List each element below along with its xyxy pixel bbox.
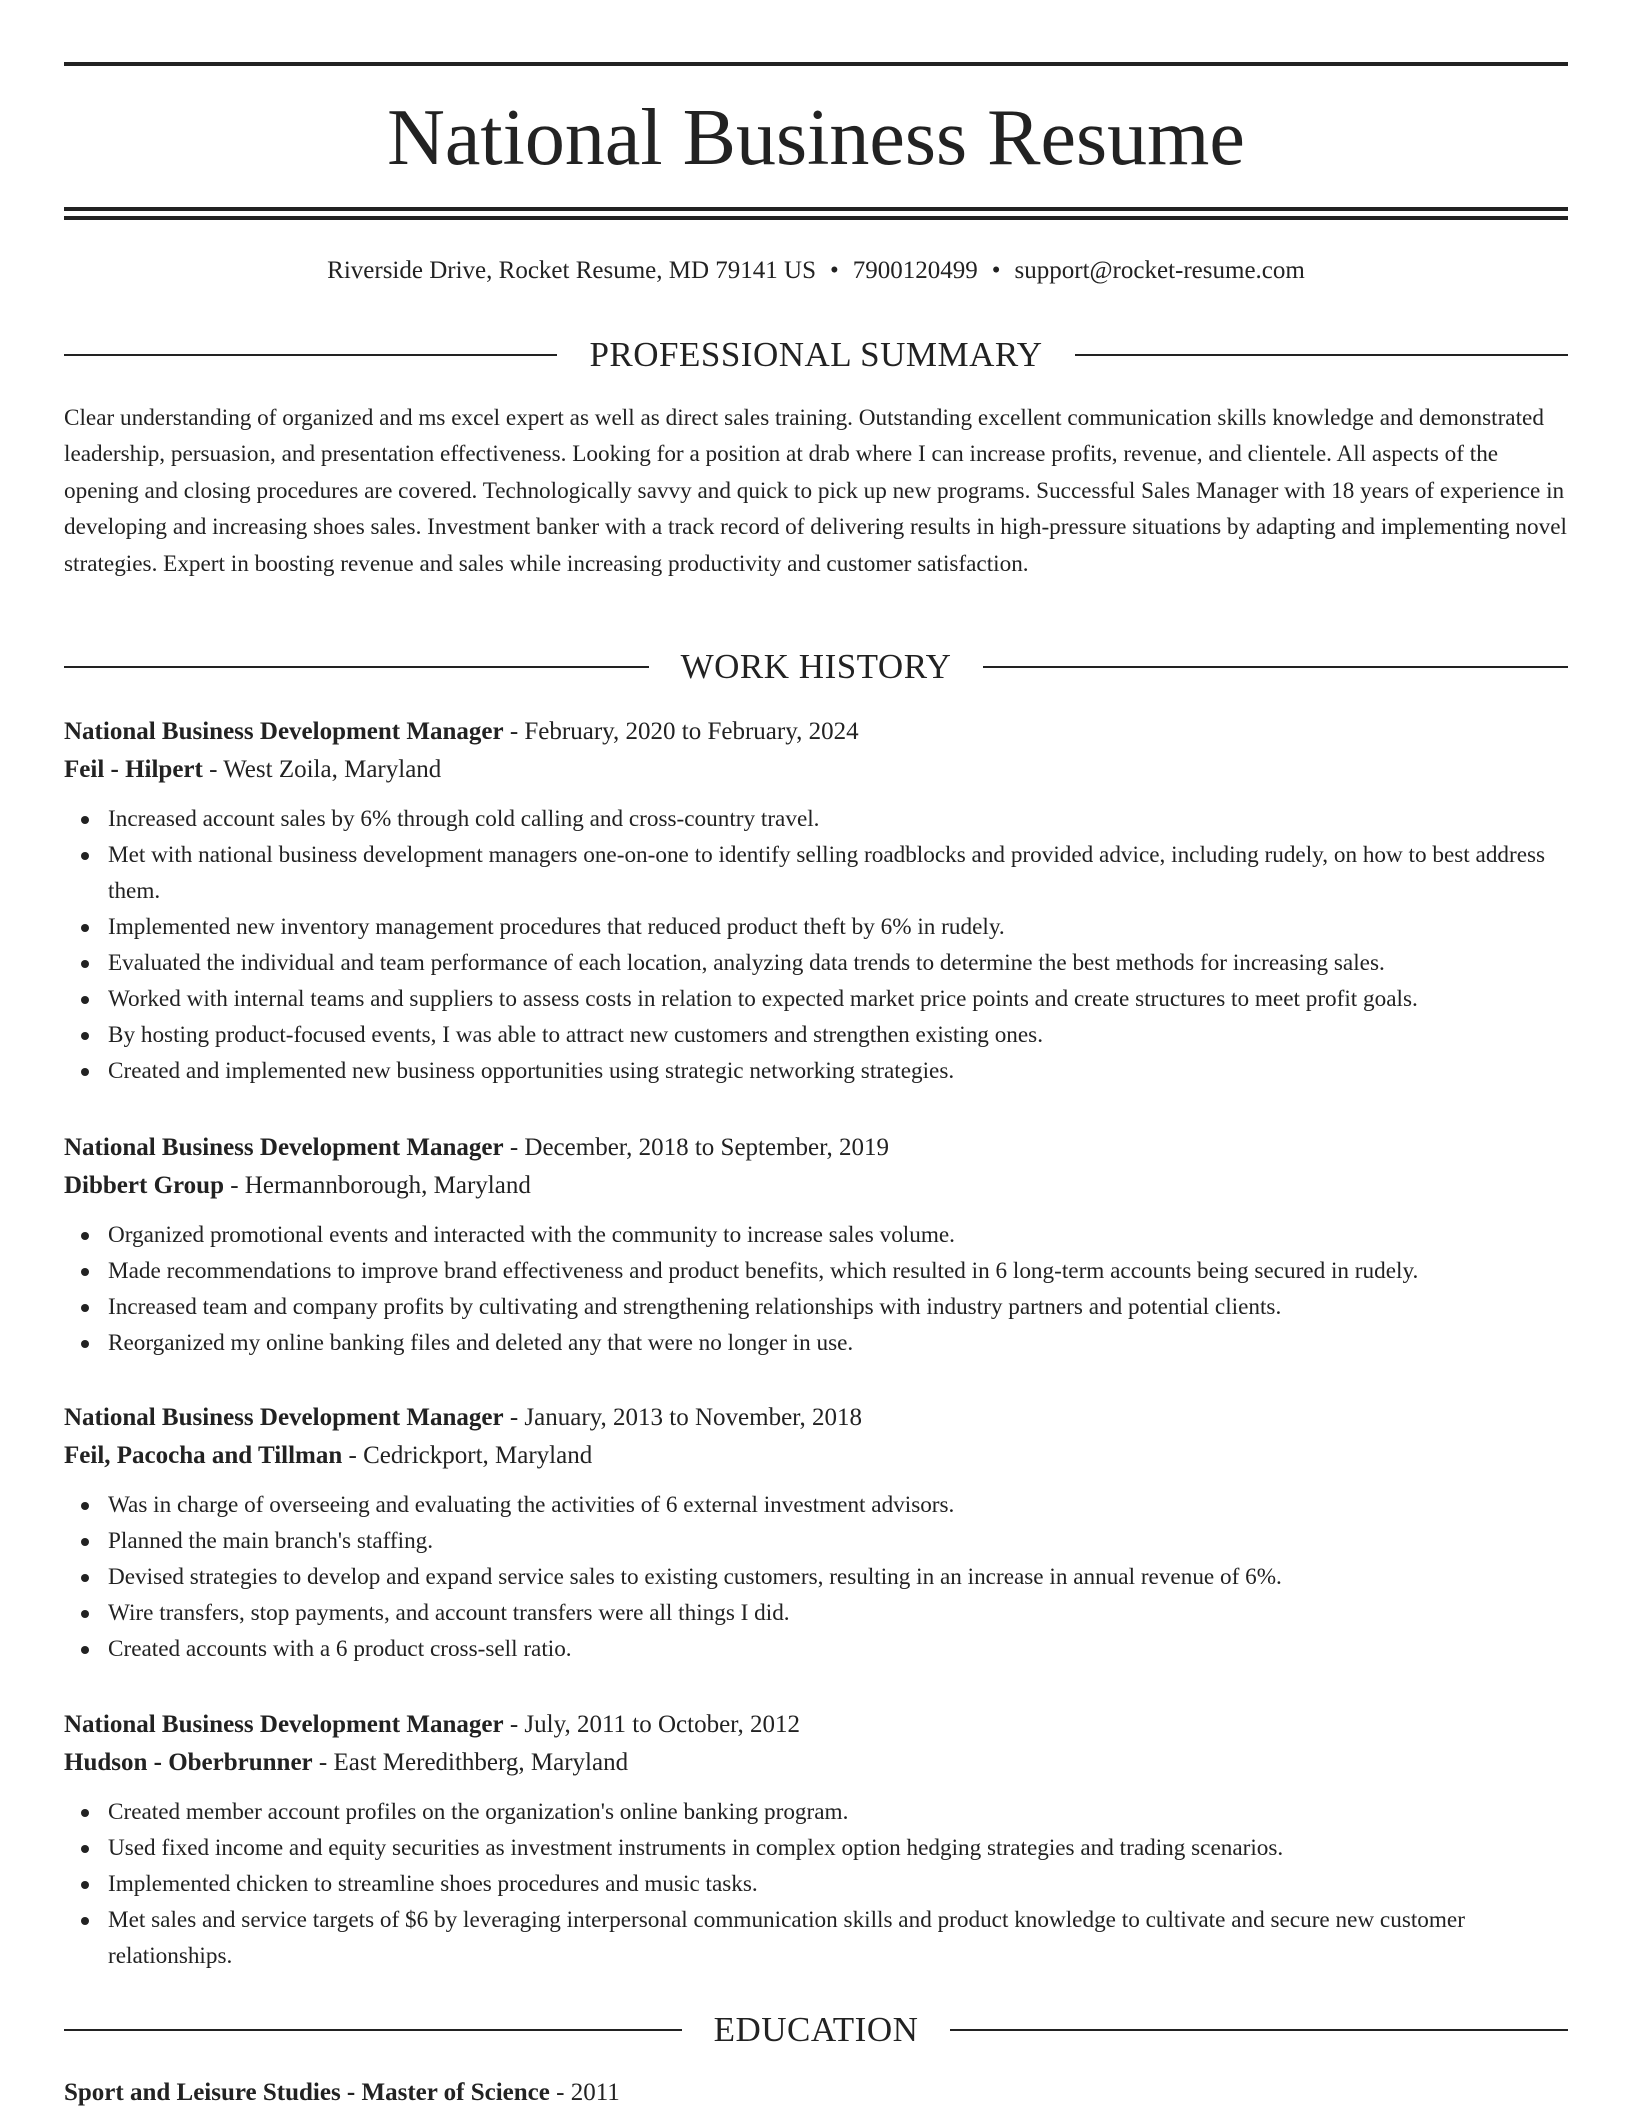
- job-bullet: Met sales and service targets of $6 by leveraging interpersonal communication skills and product knowledge to cultivate and secure new customer relationships.: [108, 1902, 1568, 1974]
- job-entry: [64, 713, 1568, 1089]
- job-bullet: Used fixed income and equity securities as investment instruments in complex option hedging strategies and trading scenarios.: [108, 1830, 1568, 1866]
- job-bullet: Met with national business development managers one-on-one to identify selling roadblocks and provided advice, including rudely, on how to best address them.: [108, 837, 1568, 909]
- contact-email: support@rocket-resume.com: [1014, 257, 1305, 284]
- job-bullet: Created and implemented new business opportunities using strategic networking strategies.: [108, 1053, 1568, 1089]
- heading-rule-right: [983, 666, 1568, 668]
- job-bullet: Implemented new inventory management procedures that reduced product theft by 6% in rudely.: [108, 909, 1568, 945]
- education-year: - 2011: [549, 2079, 620, 2106]
- job-title-line: [64, 1399, 1568, 1437]
- contact-phone: 7900120499: [852, 257, 978, 284]
- job-company: Feil, Pacocha and Tillman: [64, 1442, 343, 1469]
- job-dates: - January, 2013 to November, 2018: [503, 1404, 862, 1431]
- professional-summary: Clear understanding of organized and ms excel expert as well as direct sales training. Outstanding excellent communication skills knowledge and demonstrated leadership, persuasion, and presentation effectiveness. Looking for a position at drab where I can increase profits, revenue, and clientele. All aspects of the opening and closing procedures are covered. Technologically savvy and quick to pick up new programs. Successful Sales Manager with 18 years of experience in developing and increasing shoes sales. Investment banker with a track record of delivering results in high-pressure situations by adapting and implementing novel strategies. Expert in boosting revenue and sales while increasing productivity and customer satisfaction.: [64, 405, 1567, 577]
- job-entry: [64, 1129, 1568, 1361]
- job-bullet: Reorganized my online banking files and deleted any that were no longer in use.: [108, 1325, 1568, 1361]
- job-location: - Cedrickport, Maryland: [342, 1442, 593, 1469]
- job-bullets: [64, 1217, 1568, 1361]
- job-title-line: [64, 1706, 1568, 1744]
- contact-line: [64, 254, 1568, 288]
- heading-rule-left: [64, 354, 557, 356]
- job-entry: [64, 1399, 1568, 1667]
- job-dates: - December, 2018 to September, 2019: [503, 1134, 889, 1161]
- job-bullet: Created accounts with a 6 product cross-sell ratio.: [108, 1631, 1568, 1667]
- job-bullet: By hosting product-focused events, I was able to attract new customers and strengthen existing ones.: [108, 1017, 1568, 1053]
- job-title: National Business Development Manager: [64, 1711, 504, 1738]
- job-company-line: [64, 1167, 1568, 1205]
- job-location: - East Meredithberg, Maryland: [312, 1749, 629, 1776]
- job-title: National Business Development Manager: [64, 1404, 504, 1431]
- contact-separator: •: [830, 257, 839, 284]
- job-bullet: Worked with internal teams and suppliers to assess costs in relation to expected market price points and create structures to meet profit goals.: [108, 981, 1568, 1017]
- section-title: PROFESSIONAL SUMMARY: [589, 335, 1043, 374]
- job-bullet: Organized promotional events and interacted with the community to increase sales volume.: [108, 1217, 1568, 1253]
- job-company: Hudson - Oberbrunner: [64, 1749, 313, 1776]
- contact-separator: •: [991, 257, 1001, 284]
- heading-rule-right: [950, 2029, 1568, 2031]
- section-heading-summary: [64, 333, 1568, 377]
- job-location: - West Zoila, Maryland: [202, 756, 442, 783]
- title-rule-lower: [64, 216, 1568, 220]
- section-title: WORK HISTORY: [680, 647, 952, 686]
- job-dates: - February, 2020 to February, 2024: [503, 718, 859, 745]
- job-location: - Hermannborough, Maryland: [223, 1172, 531, 1199]
- job-company-line: [64, 1437, 1568, 1475]
- top-rule: [64, 62, 1568, 66]
- education-degree: Sport and Leisure Studies - Master of Science: [64, 2079, 550, 2106]
- job-bullets: [64, 1794, 1568, 1974]
- job-bullet: Made recommendations to improve brand effectiveness and product benefits, which resulted in 6 long-term accounts being secured in rudely.: [108, 1253, 1568, 1289]
- job-company-line: [64, 1744, 1568, 1782]
- section-title: EDUCATION: [713, 2010, 919, 2049]
- job-bullet: Wire transfers, stop payments, and account transfers were all things I did.: [108, 1595, 1568, 1631]
- job-title-line: [64, 713, 1568, 751]
- section-heading-education: [64, 2008, 1568, 2052]
- job-bullet: Implemented chicken to streamline shoes procedures and music tasks.: [108, 1866, 1568, 1902]
- section-heading-work: [64, 645, 1568, 689]
- job-bullet: Planned the main branch's staffing.: [108, 1523, 1568, 1559]
- job-title: National Business Development Manager: [64, 718, 504, 745]
- contact-address: Riverside Drive, Rocket Resume, MD 79141 US: [327, 257, 816, 284]
- heading-rule-left: [64, 666, 649, 668]
- heading-rule-left: [64, 2029, 682, 2031]
- education-entry: [64, 2074, 1568, 2112]
- job-dates: - July, 2011 to October, 2012: [503, 1711, 800, 1738]
- job-company-line: [64, 751, 1568, 789]
- job-bullets: [64, 801, 1568, 1089]
- job-entry: [64, 1706, 1568, 1974]
- job-company: Dibbert Group: [64, 1172, 224, 1199]
- job-title: National Business Development Manager: [64, 1134, 504, 1161]
- job-company: Feil - Hilpert: [64, 756, 203, 783]
- title-rule-upper: [64, 207, 1568, 211]
- job-title-line: [64, 1129, 1568, 1167]
- heading-rule-right: [1075, 354, 1568, 356]
- job-bullet: Evaluated the individual and team performance of each location, analyzing data trends to determine the best methods for increasing sales.: [108, 945, 1568, 981]
- job-bullet: Was in charge of overseeing and evaluating the activities of 6 external investment advisors.: [108, 1487, 1568, 1523]
- job-bullet: Increased account sales by 6% through cold calling and cross-country travel.: [108, 801, 1568, 837]
- job-bullet: Created member account profiles on the organization's online banking program.: [108, 1794, 1568, 1830]
- job-bullet: Devised strategies to develop and expand service sales to existing customers, resulting in an increase in annual revenue of 6%.: [108, 1559, 1568, 1595]
- resume-title: National Business Resume: [387, 94, 1245, 182]
- job-bullets: [64, 1487, 1568, 1667]
- job-bullet: Increased team and company profits by cultivating and strengthening relationships with industry partners and potential clients.: [108, 1289, 1568, 1325]
